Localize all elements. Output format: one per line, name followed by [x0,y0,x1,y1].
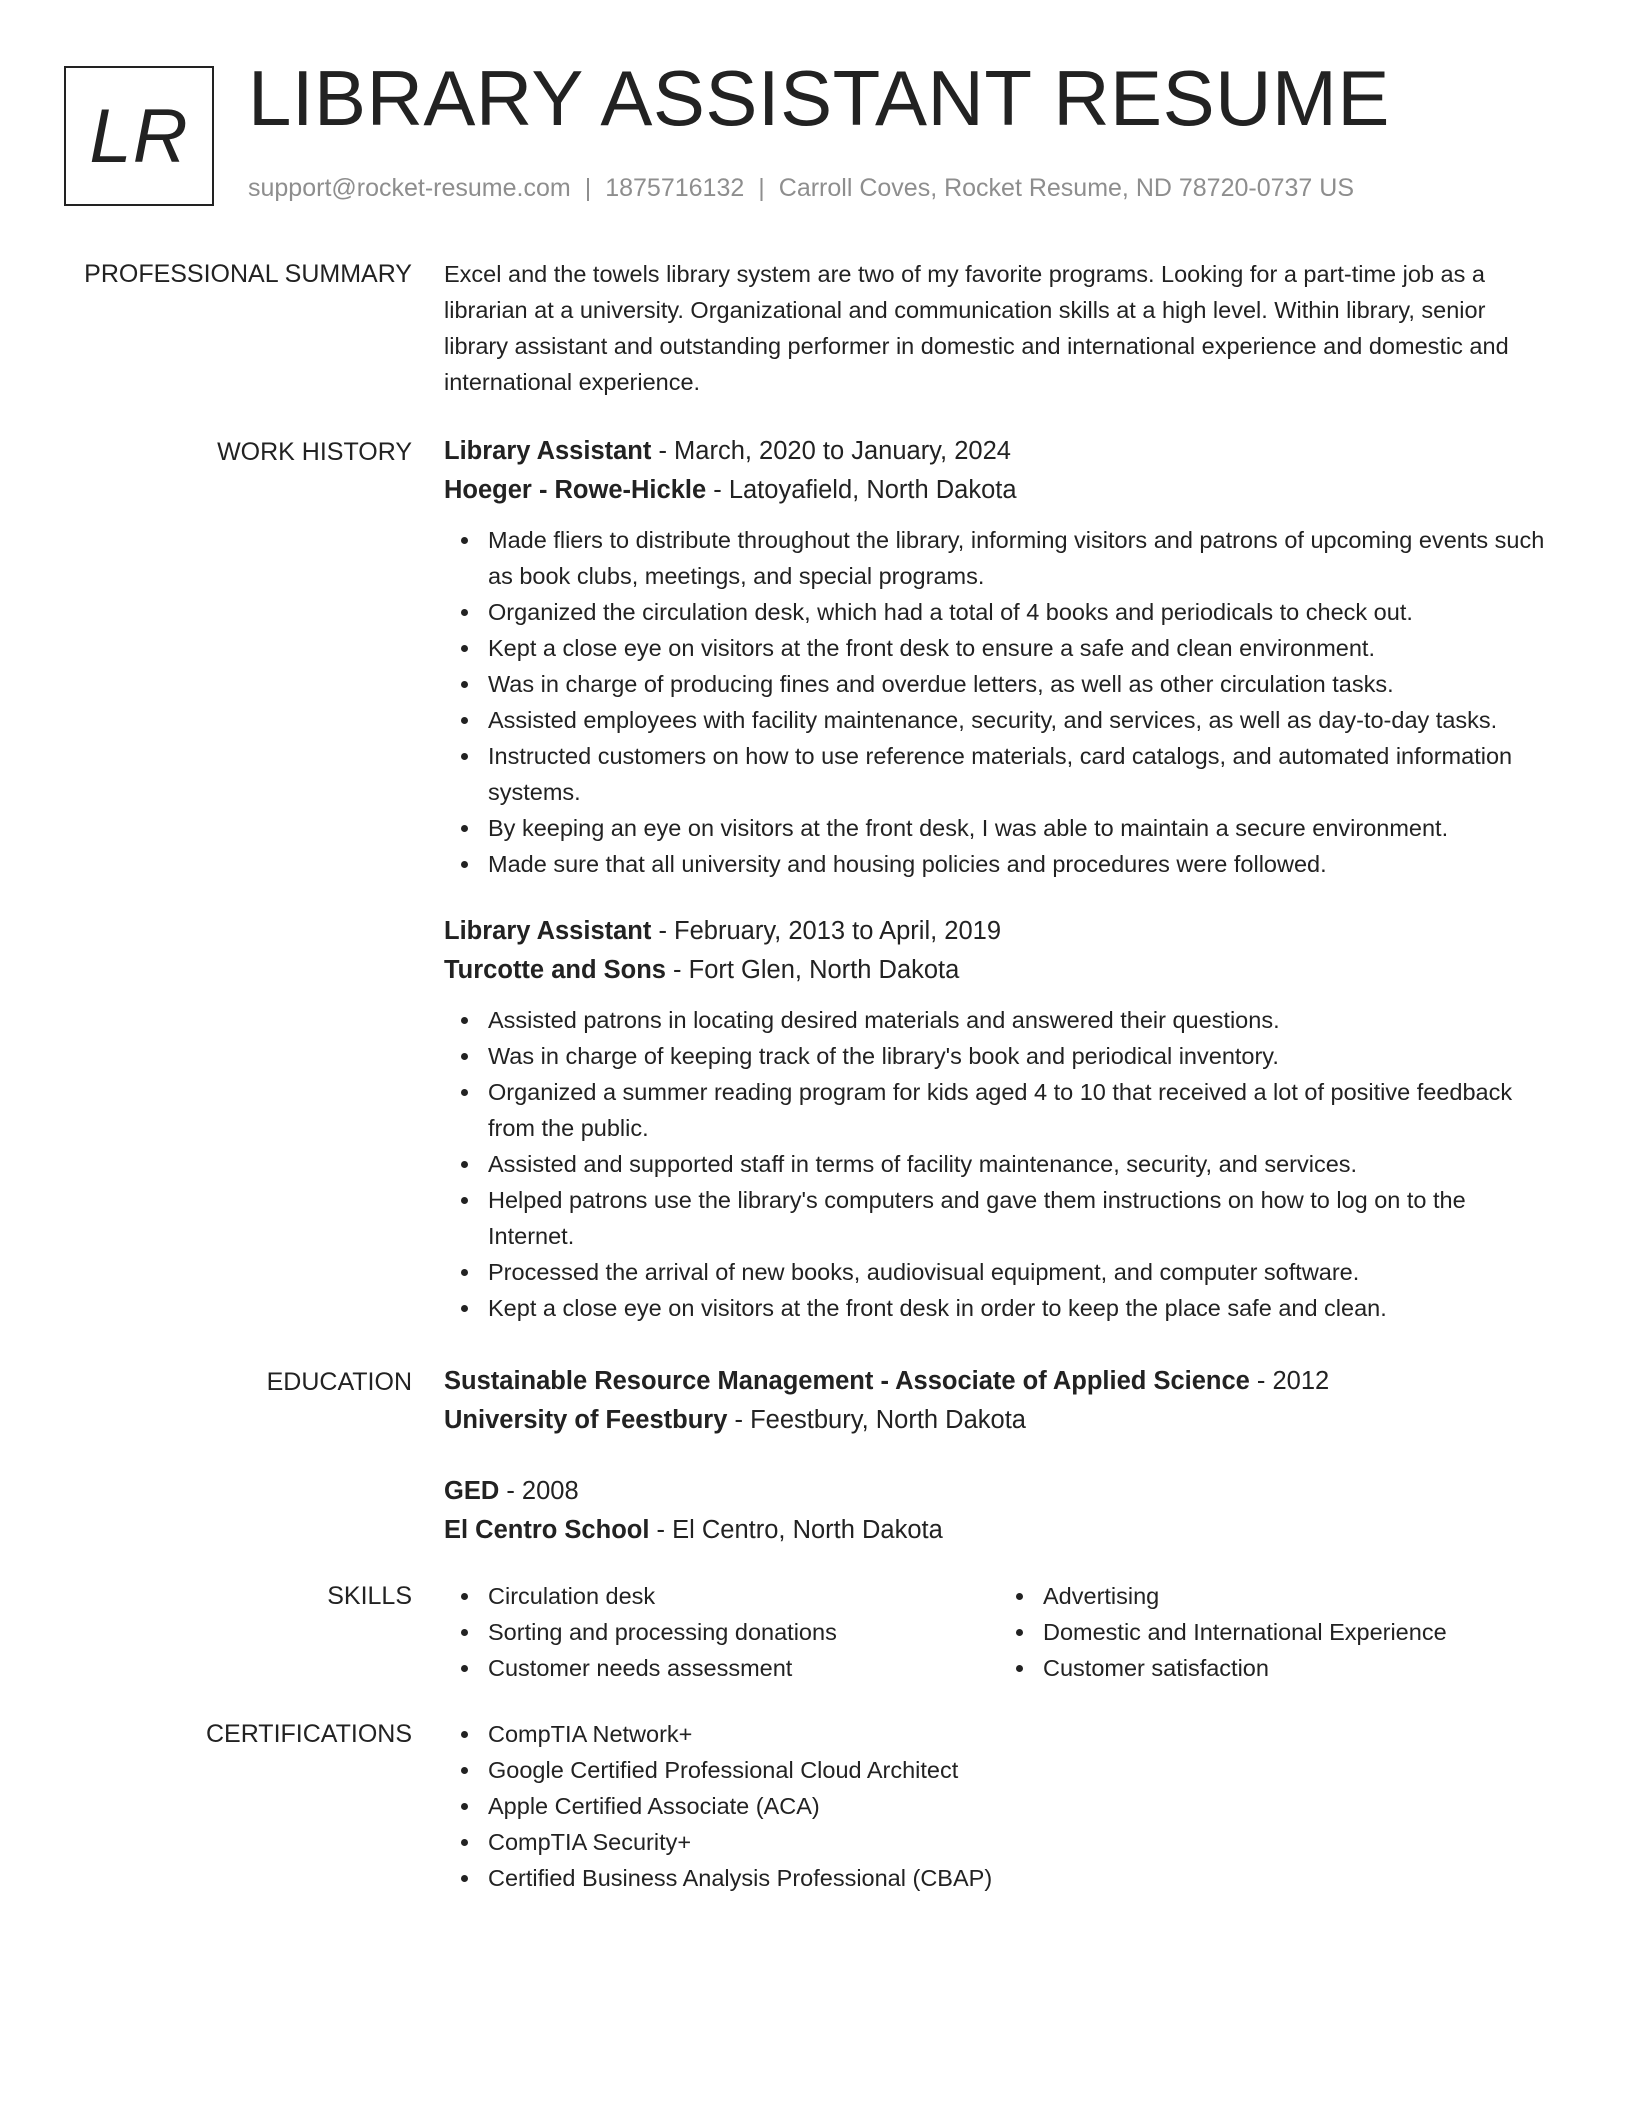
skills-list-right [999,1578,1554,1686]
education-year: - 2012 [1249,1367,1330,1395]
certifications-body [444,1716,1554,1896]
job-bullets [444,1002,1554,1326]
education-degree: Sustainable Resource Management - Associate of Applied Science [444,1367,1250,1395]
monogram-logo: LR [64,66,214,206]
education-entry [444,1472,1554,1550]
job-title-line [444,432,1554,471]
education-entry [444,1362,1554,1440]
job-company: Hoeger - Rowe-Hickle [444,476,707,504]
contact-email: support@rocket-resume.com [248,174,571,202]
job-bullet: Made fliers to distribute throughout the library, informing visitors and patrons of upcoming events such as book clubs, meetings, and special programs. [488,522,1554,594]
skill-item: Customer satisfaction [1043,1650,1554,1686]
job-bullet: Assisted and supported staff in terms of facility maintenance, security, and services. [488,1146,1554,1182]
education-year: - 2008 [499,1477,579,1505]
job-entry [444,432,1554,882]
job-company: Turcotte and Sons [444,956,666,984]
job-bullet: Organized a summer reading program for kids aged 4 to 10 that received a lot of positive feedback from the public. [488,1074,1554,1146]
job-title-line [444,912,1554,951]
summary-text: Excel and the towels library system are two of my favorite programs. Looking for a part-time job as a librarian at a university. Organizational and communication skills at a high level. Within library, senior library assistant and outstanding performer in domestic and international experience and domestic and international experience. [444,261,1509,395]
job-company-line [444,471,1554,510]
education-degree-line [444,1362,1554,1401]
job-dates: - March, 2020 to January, 2024 [651,437,1011,465]
job-entry [444,912,1554,1326]
skill-item: Advertising [1043,1578,1554,1614]
certification-item: Apple Certified Associate (ACA) [488,1788,1554,1824]
contact-address: Carroll Coves, Rocket Resume, ND 78720-0737 US [778,174,1355,202]
education-body [444,1362,1554,1582]
skill-item: Sorting and processing donations [488,1614,999,1650]
contact-separator: | [758,174,765,202]
education-school-line [444,1401,1554,1440]
certification-item: Google Certified Professional Cloud Architect [488,1752,1554,1788]
contact-line [248,172,1354,205]
certification-item: Certified Business Analysis Professional (CBAP) [488,1860,1554,1896]
resume-title: LIBRARY ASSISTANT RESUME [248,54,1390,142]
education-location: - Feestbury, North Dakota [727,1406,1026,1434]
skill-item: Circulation desk [488,1578,999,1614]
education-degree: GED [444,1477,500,1505]
skill-item: Customer needs assessment [488,1650,999,1686]
section-label-work-history: WORK HISTORY [217,438,412,466]
job-title: Library Assistant [444,917,652,945]
job-bullet: Was in charge of keeping track of the library's book and periodical inventory. [488,1038,1554,1074]
job-bullets [444,522,1554,882]
job-bullet: By keeping an eye on visitors at the front desk, I was able to maintain a secure environment. [488,810,1554,846]
job-company-line [444,951,1554,990]
education-school-line [444,1511,1554,1550]
job-bullet: Organized the circulation desk, which had a total of 4 books and periodicals to check out. [488,594,1554,630]
job-bullet: Instructed customers on how to use reference materials, card catalogs, and automated information systems. [488,738,1554,810]
section-label-summary: PROFESSIONAL SUMMARY [84,260,412,288]
contact-phone: 1875716132 [605,174,745,202]
job-bullet: Kept a close eye on visitors at the front desk in order to keep the place safe and clean. [488,1290,1554,1326]
section-label-certifications: CERTIFICATIONS [205,1720,412,1748]
education-school: University of Feestbury [444,1406,728,1434]
job-bullet: Made sure that all university and housing policies and procedures were followed. [488,846,1554,882]
job-dates: - February, 2013 to April, 2019 [651,917,1002,945]
section-label-education: EDUCATION [266,1368,412,1396]
work-history-body [444,432,1554,1326]
skills-list-left [444,1578,999,1686]
job-bullet: Helped patrons use the library's computers and gave them instructions on how to log on to the Internet. [488,1182,1554,1254]
skills-columns [444,1578,1554,1686]
skills-body [444,1578,1554,1686]
job-location: - Latoyafield, North Dakota [706,476,1017,504]
certifications-list [444,1716,1554,1896]
summary-body [444,256,1554,400]
certification-item: CompTIA Network+ [488,1716,1554,1752]
job-bullet: Assisted patrons in locating desired materials and answered their questions. [488,1002,1554,1038]
education-location: - El Centro, North Dakota [649,1516,943,1544]
job-bullet: Was in charge of producing fines and overdue letters, as well as other circulation tasks. [488,666,1554,702]
job-bullet: Kept a close eye on visitors at the front desk to ensure a safe and clean environment. [488,630,1554,666]
section-label-skills: SKILLS [327,1582,412,1610]
certification-item: CompTIA Security+ [488,1824,1554,1860]
contact-separator: | [584,174,592,202]
job-location: - Fort Glen, North Dakota [665,956,960,984]
education-degree-line [444,1472,1554,1511]
job-bullet: Assisted employees with facility maintenance, security, and services, as well as day-to-day tasks. [488,702,1554,738]
education-school: El Centro School [444,1516,650,1544]
job-bullet: Processed the arrival of new books, audiovisual equipment, and computer software. [488,1254,1554,1290]
job-title: Library Assistant [444,437,652,465]
skill-item: Domestic and International Experience [1043,1614,1554,1650]
